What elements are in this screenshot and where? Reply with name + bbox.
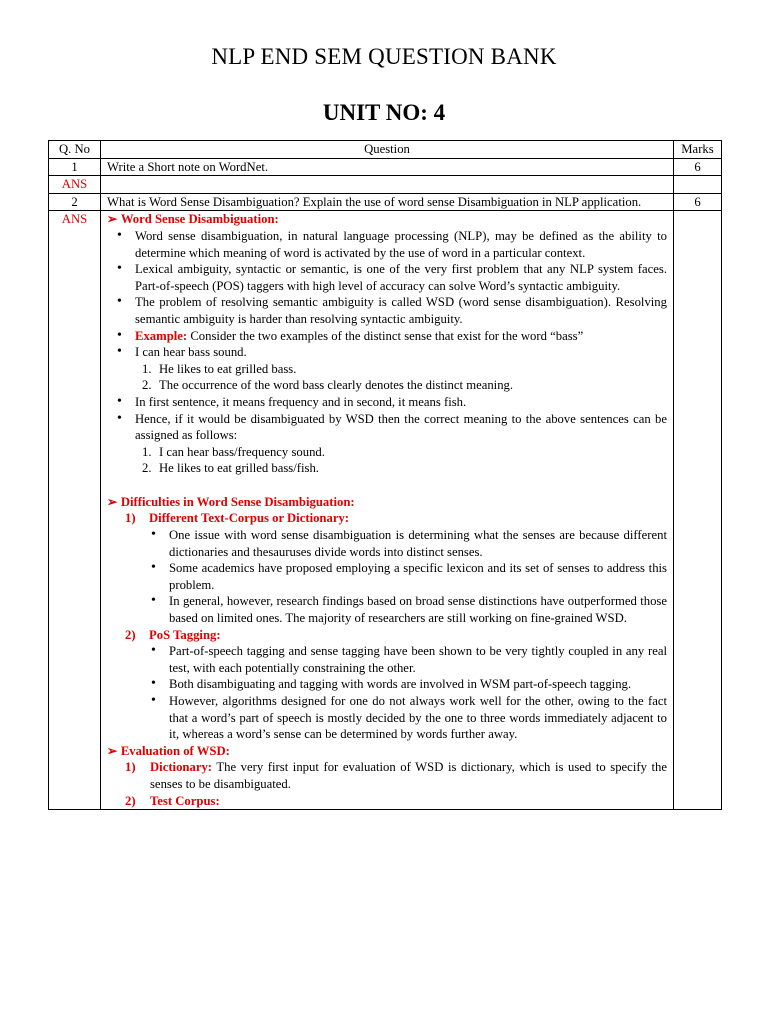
eval-label: Test Corpus:: [150, 793, 220, 808]
qno-cell: 2: [49, 193, 101, 211]
example-text: Consider the two examples of the distinct sense that exist for the word “bass”: [187, 328, 584, 343]
subheading-text: PoS Tagging:: [149, 627, 221, 642]
eval-text: The very first input for evaluation of WSD is dictionary, which is used to specify the senses to be disambiguated.: [150, 760, 667, 791]
list-item: • Both disambiguating and tagging with words are involved in WSM part-of-speech tagging.: [169, 676, 667, 693]
list-item: • I can hear bass sound.: [135, 344, 667, 361]
item-number: 2): [125, 627, 136, 642]
item-number: 1.: [142, 444, 152, 459]
header-marks: Marks: [674, 141, 722, 159]
list-item: [142, 460, 667, 477]
header-question: Question: [101, 141, 674, 159]
list-item: [142, 377, 667, 394]
list-item: • The problem of resolving semantic ambiguity is called WSD (word sense disambiguation). Resolving semantic ambiguity is harder than resolving syntactic ambiguity.: [135, 294, 667, 327]
marks-cell: [674, 211, 722, 810]
unit-heading: UNIT NO: 4: [322, 100, 446, 125]
document-title: NLP END SEM QUESTION BANK: [211, 44, 557, 69]
list-item: • Word sense disambiguation, in natural language processing (NLP), may be defined as the ability to determine which meaning of word is activated by the use of word in a particular context.: [135, 228, 667, 261]
section-wsd: [107, 211, 667, 228]
bass-numbered-list: [107, 361, 667, 394]
list-item: • Part-of-speech tagging and sense tagging have been shown to be very tightly coupled in any real test, with each potentially constraining the other.: [169, 643, 667, 676]
wsd-bullet-list: [107, 228, 667, 361]
subheading-text: Different Text-Corpus or Dictionary:: [149, 511, 350, 526]
subheading-text-corpus: [107, 510, 667, 527]
table-row: [49, 176, 722, 194]
item-number: 1.: [142, 361, 152, 376]
eval-label: Dictionary:: [150, 760, 213, 775]
subheading-pos-tagging: [107, 627, 667, 644]
list-item: • However, algorithms designed for one do not always work well for the other, owing to the fact that a word’s part of speech is mostly decided by the one to three words immediately adjacent to it, whereas a word’s sense can be determined by words further away.: [169, 693, 667, 743]
section-difficulties: [107, 494, 667, 511]
list-item: • Some academics have proposed employing a specific lexicon and its set of senses to address this problem.: [169, 560, 667, 593]
pos-tagging-bullets: [107, 643, 667, 743]
item-number: 2.: [142, 461, 152, 476]
item-number: 1): [125, 511, 136, 526]
item-text: The occurrence of the word bass clearly denotes the distinct meaning.: [159, 378, 514, 393]
item-number: 2.: [142, 378, 152, 393]
ans-label: ANS: [49, 176, 101, 194]
arrow-icon: ➢: [107, 212, 118, 227]
marks-cell: 6: [674, 193, 722, 211]
header-qno: Q. No: [49, 141, 101, 159]
answer-cell: [101, 211, 674, 810]
text-corpus-bullets: [107, 527, 667, 627]
list-item: • In first sentence, it means frequency and in second, it means fish.: [135, 394, 667, 411]
question-cell: Write a Short note on WordNet.: [101, 158, 674, 176]
item-text: He likes to eat grilled bass.: [159, 361, 297, 376]
table-header-row: [49, 141, 722, 159]
hence-numbered-list: [107, 444, 667, 477]
list-item: • In general, however, research findings based on broad sense distinctions have outperformed those based on limited ones. The majority of researchers are still working on fine-grained WSD.: [169, 593, 667, 626]
ans-label: ANS: [49, 211, 101, 810]
item-number: 1): [125, 760, 136, 775]
list-item: • Lexical ambiguity, syntactic or semantic, is one of the very first problem that any NLP system faces. Part-of-speech (POS) taggers with high level of accuracy can solve Word’s syntactic ambiguity.: [135, 261, 667, 294]
arrow-icon: ➢: [107, 743, 118, 758]
eval-item-test-corpus: [107, 793, 667, 810]
example-label: Example:: [135, 328, 188, 343]
marks-cell: [674, 176, 722, 194]
item-text: I can hear bass/frequency sound.: [159, 444, 325, 459]
item-number: 2): [125, 793, 136, 808]
eval-item-dictionary: [107, 759, 667, 792]
qno-cell: 1: [49, 158, 101, 176]
item-text: He likes to eat grilled bass/fish.: [159, 461, 319, 476]
section-heading: Word Sense Disambiguation:: [120, 212, 279, 227]
list-item: • One issue with word sense disambiguation is determining what the senses are because different dictionaries and thesauruses divide words into distinct senses.: [169, 527, 667, 560]
table-row: [49, 193, 722, 211]
section-heading: Difficulties in Word Sense Disambiguation:: [120, 494, 355, 509]
list-item: [135, 328, 667, 345]
list-item: • Hence, if it would be disambiguated by WSD then the correct meaning to the above sentences can be assigned as follows:: [135, 411, 667, 444]
spacer: [107, 477, 667, 494]
question-cell: What is Word Sense Disambiguation? Explain the use of word sense Disambiguation in NLP application.: [101, 193, 674, 211]
question-table: [48, 140, 722, 810]
list-item: [142, 361, 667, 378]
list-item: [142, 444, 667, 461]
section-evaluation: [107, 743, 667, 760]
arrow-icon: ➢: [107, 494, 118, 509]
section-heading: Evaluation of WSD:: [120, 743, 230, 758]
answer-cell: [101, 176, 674, 194]
table-row: [49, 211, 722, 810]
table-row: [49, 158, 722, 176]
marks-cell: 6: [674, 158, 722, 176]
meaning-bullet-list: [107, 394, 667, 444]
